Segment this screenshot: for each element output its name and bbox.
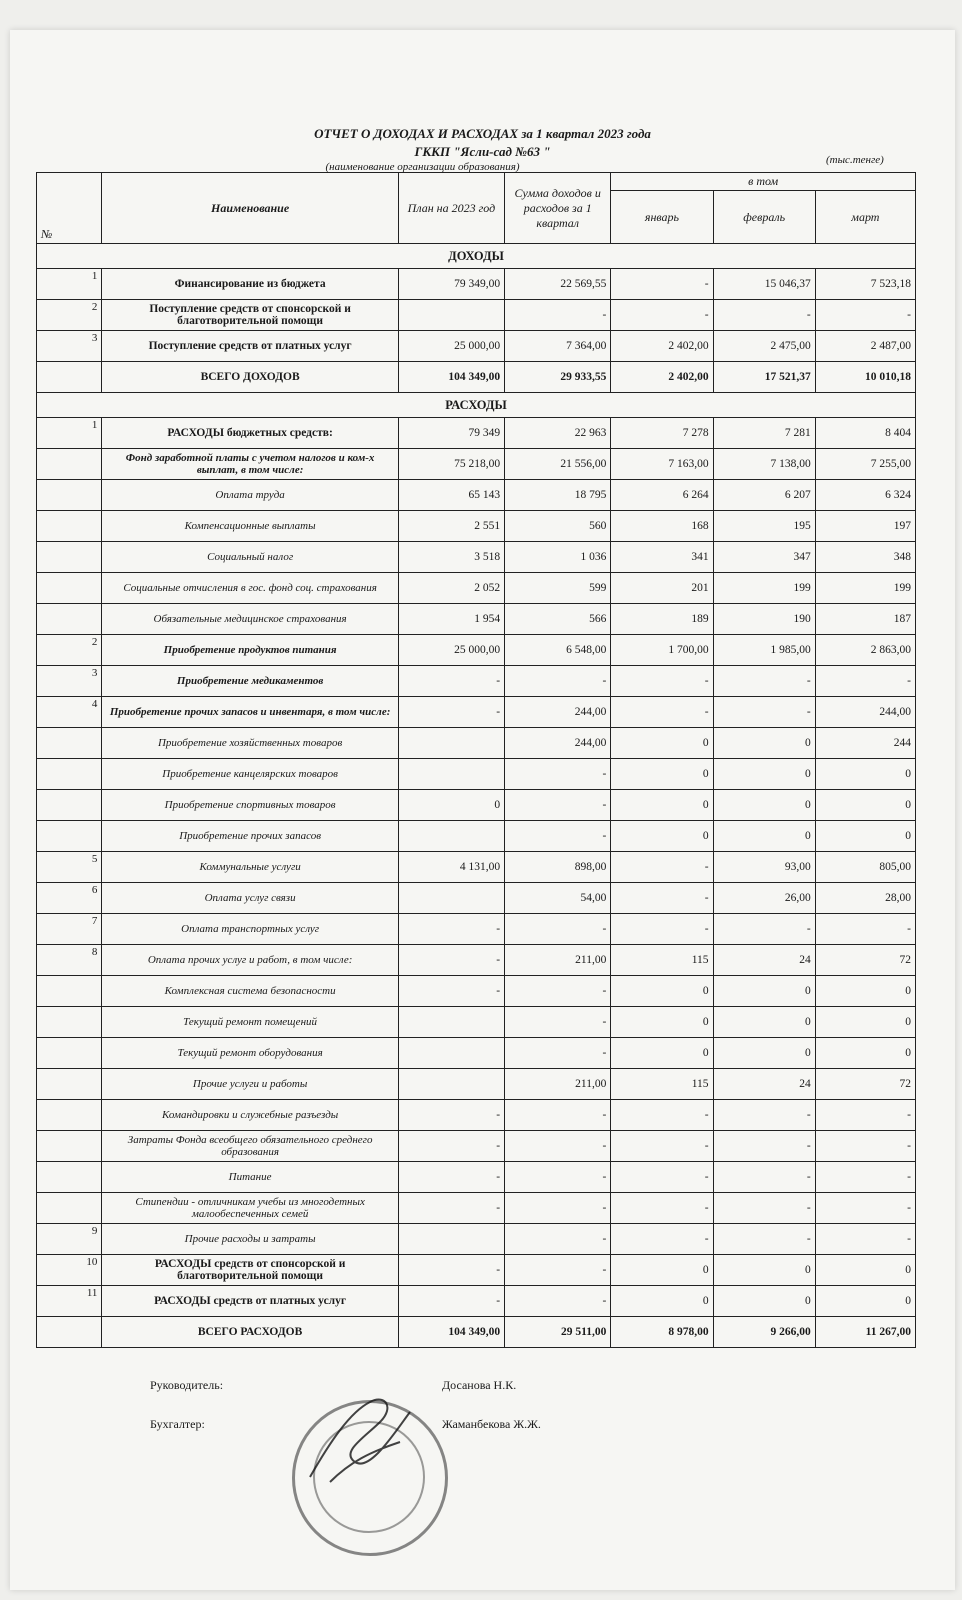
cell-sum: 560 bbox=[505, 511, 611, 542]
cell-plan: - bbox=[398, 1162, 504, 1193]
row-number bbox=[37, 759, 102, 790]
expense-row bbox=[37, 883, 916, 914]
cell-plan: - bbox=[398, 1193, 504, 1224]
cell-plan bbox=[398, 759, 504, 790]
row-number bbox=[37, 480, 102, 511]
row-name: Прочие расходы и затраты bbox=[102, 1224, 398, 1255]
row-number bbox=[37, 1038, 102, 1069]
row-number bbox=[37, 542, 102, 573]
cell-plan: 3 518 bbox=[398, 542, 504, 573]
cell-plan: 0 bbox=[398, 790, 504, 821]
cell-feb: 7 281 bbox=[713, 418, 815, 449]
row-name: Поступление средств от платных услуг bbox=[102, 331, 398, 362]
cell-plan bbox=[398, 1007, 504, 1038]
income-row bbox=[37, 269, 916, 300]
cell-sum: - bbox=[505, 1162, 611, 1193]
row-name: Приобретение медикаментов bbox=[102, 666, 398, 697]
row-number: 9 bbox=[37, 1224, 102, 1255]
row-name: Обязательные медицинское страхования bbox=[102, 604, 398, 635]
cell-sum: - bbox=[505, 1255, 611, 1286]
row-name: Оплата труда bbox=[102, 480, 398, 511]
cell-plan: 75 218,00 bbox=[398, 449, 504, 480]
report-table bbox=[36, 172, 916, 1348]
cell-mar: 187 bbox=[815, 604, 915, 635]
cell-jan: - bbox=[611, 852, 713, 883]
row-name: Комплексная система безопасности bbox=[102, 976, 398, 1007]
row-number: 2 bbox=[37, 635, 102, 666]
cell-plan: 25 000,00 bbox=[398, 635, 504, 666]
cell-sum: 599 bbox=[505, 573, 611, 604]
accountant-name: Жаманбекова Ж.Ж. bbox=[442, 1417, 541, 1431]
row-name: РАСХОДЫ средств от спонсорской и благотворительной помощи bbox=[102, 1255, 398, 1286]
col-sum: Сумма доходов и расходов за 1 квартал bbox=[505, 173, 611, 244]
total-sum: 29 933,55 bbox=[505, 362, 611, 393]
cell-mar: 199 bbox=[815, 573, 915, 604]
col-mar: март bbox=[815, 191, 915, 244]
cell-sum: - bbox=[505, 1038, 611, 1069]
row-name: Поступление средств от спонсорской и благотворительной помощи bbox=[102, 300, 398, 331]
cell-mar: 805,00 bbox=[815, 852, 915, 883]
row-name: РАСХОДЫ средств от платных услуг bbox=[102, 1286, 398, 1317]
row-number bbox=[37, 1193, 102, 1224]
cell-feb: 1 985,00 bbox=[713, 635, 815, 666]
total-label: ВСЕГО РАСХОДОВ bbox=[102, 1317, 398, 1348]
expense-row bbox=[37, 480, 916, 511]
cell-mar: 197 bbox=[815, 511, 915, 542]
income-row bbox=[37, 300, 916, 331]
cell-jan: - bbox=[611, 300, 713, 331]
cell-jan: 115 bbox=[611, 945, 713, 976]
row-number bbox=[37, 976, 102, 1007]
row-number: 1 bbox=[37, 418, 102, 449]
expense-row bbox=[37, 945, 916, 976]
cell-jan: 1 700,00 bbox=[611, 635, 713, 666]
expense-row bbox=[37, 1007, 916, 1038]
cell-mar: - bbox=[815, 1131, 915, 1162]
cell-sum: - bbox=[505, 790, 611, 821]
cell-sum: - bbox=[505, 1100, 611, 1131]
expense-row bbox=[37, 697, 916, 728]
cell-feb: - bbox=[713, 697, 815, 728]
row-number bbox=[37, 1162, 102, 1193]
row-number bbox=[37, 604, 102, 635]
cell-feb: 0 bbox=[713, 1286, 815, 1317]
cell-feb: 199 bbox=[713, 573, 815, 604]
cell-feb: 93,00 bbox=[713, 852, 815, 883]
cell-feb: 0 bbox=[713, 1007, 815, 1038]
expense-row bbox=[37, 418, 916, 449]
row-name: Стипендии - отличникам учебы из многодетных малообеспеченных семей bbox=[102, 1193, 398, 1224]
row-number bbox=[37, 728, 102, 759]
cell-jan: 7 278 bbox=[611, 418, 713, 449]
expense-row bbox=[37, 1100, 916, 1131]
cell-mar: - bbox=[815, 666, 915, 697]
cell-plan bbox=[398, 883, 504, 914]
cell-feb: - bbox=[713, 1131, 815, 1162]
cell-feb: 0 bbox=[713, 976, 815, 1007]
expense-row bbox=[37, 1193, 916, 1224]
expense-row bbox=[37, 1038, 916, 1069]
expense-row bbox=[37, 666, 916, 697]
cell-mar: 0 bbox=[815, 790, 915, 821]
cell-feb: 15 046,37 bbox=[713, 269, 815, 300]
cell-mar: 0 bbox=[815, 1007, 915, 1038]
row-number: 11 bbox=[37, 1286, 102, 1317]
cell-plan bbox=[398, 1224, 504, 1255]
cell-jan: - bbox=[611, 666, 713, 697]
row-name: Текущий ремонт оборудования bbox=[102, 1038, 398, 1069]
cell-jan: 115 bbox=[611, 1069, 713, 1100]
cell-sum: 211,00 bbox=[505, 1069, 611, 1100]
cell-sum: - bbox=[505, 666, 611, 697]
report-title: ОТЧЕТ О ДОХОДАХ И РАСХОДАХ за 1 квартал 2023 года bbox=[314, 126, 651, 141]
cell-mar: 2 863,00 bbox=[815, 635, 915, 666]
total-mar: 11 267,00 bbox=[815, 1317, 915, 1348]
col-num: № bbox=[37, 173, 102, 244]
total-plan: 104 349,00 bbox=[398, 1317, 504, 1348]
total-plan: 104 349,00 bbox=[398, 362, 504, 393]
cell-feb: - bbox=[713, 914, 815, 945]
cell-mar: - bbox=[815, 1193, 915, 1224]
cell-feb: 190 bbox=[713, 604, 815, 635]
expense-row bbox=[37, 728, 916, 759]
cell-feb: - bbox=[713, 1100, 815, 1131]
row-name: Приобретение канцелярских товаров bbox=[102, 759, 398, 790]
cell-mar: 7 255,00 bbox=[815, 449, 915, 480]
cell-feb: 347 bbox=[713, 542, 815, 573]
row-number bbox=[37, 790, 102, 821]
col-jan: январь bbox=[611, 191, 713, 244]
row-name: Прочие услуги и работы bbox=[102, 1069, 398, 1100]
cell-jan: 2 402,00 bbox=[611, 331, 713, 362]
expense-row bbox=[37, 1255, 916, 1286]
row-name: Питание bbox=[102, 1162, 398, 1193]
cell-sum: 22 569,55 bbox=[505, 269, 611, 300]
cell-jan: 0 bbox=[611, 976, 713, 1007]
row-number: 7 bbox=[37, 914, 102, 945]
cell-sum: - bbox=[505, 300, 611, 331]
cell-feb: 0 bbox=[713, 821, 815, 852]
expense-row bbox=[37, 914, 916, 945]
row-number bbox=[37, 362, 102, 393]
row-name: Финансирование из бюджета bbox=[102, 269, 398, 300]
total-label: ВСЕГО ДОХОДОВ bbox=[102, 362, 398, 393]
cell-feb: 24 bbox=[713, 945, 815, 976]
cell-jan: - bbox=[611, 1162, 713, 1193]
cell-jan: 0 bbox=[611, 821, 713, 852]
head-name: Досанова Н.К. bbox=[442, 1378, 517, 1392]
cell-mar: 348 bbox=[815, 542, 915, 573]
cell-sum: - bbox=[505, 976, 611, 1007]
cell-plan: 79 349,00 bbox=[398, 269, 504, 300]
cell-feb: - bbox=[713, 1162, 815, 1193]
cell-plan: 79 349 bbox=[398, 418, 504, 449]
cell-plan: 2 551 bbox=[398, 511, 504, 542]
cell-plan bbox=[398, 728, 504, 759]
total-mar: 10 010,18 bbox=[815, 362, 915, 393]
row-name: Оплата прочих услуг и работ, в том числе: bbox=[102, 945, 398, 976]
row-number: 8 bbox=[37, 945, 102, 976]
cell-plan: 65 143 bbox=[398, 480, 504, 511]
cell-jan: 0 bbox=[611, 790, 713, 821]
row-number bbox=[37, 1131, 102, 1162]
cell-mar: - bbox=[815, 1162, 915, 1193]
income-total-row bbox=[37, 362, 916, 393]
cell-mar: 0 bbox=[815, 1255, 915, 1286]
cell-plan: - bbox=[398, 945, 504, 976]
row-number bbox=[37, 511, 102, 542]
cell-sum: - bbox=[505, 1193, 611, 1224]
cell-feb: - bbox=[713, 666, 815, 697]
cell-feb: 2 475,00 bbox=[713, 331, 815, 362]
cell-mar: 244 bbox=[815, 728, 915, 759]
cell-mar: - bbox=[815, 1100, 915, 1131]
row-number bbox=[37, 1317, 102, 1348]
total-feb: 9 266,00 bbox=[713, 1317, 815, 1348]
expense-total-row bbox=[37, 1317, 916, 1348]
cell-mar: 0 bbox=[815, 1286, 915, 1317]
cell-plan: - bbox=[398, 1100, 504, 1131]
units-label: (тыс.тенге) bbox=[826, 154, 884, 166]
header-row-1 bbox=[37, 173, 916, 191]
cell-feb: 0 bbox=[713, 759, 815, 790]
cell-feb: 0 bbox=[713, 1255, 815, 1286]
cell-sum: 6 548,00 bbox=[505, 635, 611, 666]
cell-sum: 22 963 bbox=[505, 418, 611, 449]
row-number: 3 bbox=[37, 666, 102, 697]
expense-row bbox=[37, 1286, 916, 1317]
row-name: Приобретение спортивных товаров bbox=[102, 790, 398, 821]
row-name: Приобретение хозяйственных товаров bbox=[102, 728, 398, 759]
cell-feb: 0 bbox=[713, 728, 815, 759]
cell-jan: 168 bbox=[611, 511, 713, 542]
row-name: Компенсационные выплаты bbox=[102, 511, 398, 542]
row-number: 4 bbox=[37, 697, 102, 728]
cell-plan: - bbox=[398, 976, 504, 1007]
row-number: 3 bbox=[37, 331, 102, 362]
cell-mar: 0 bbox=[815, 821, 915, 852]
cell-sum: - bbox=[505, 1224, 611, 1255]
row-name: Фонд заработной платы с учетом налогов и ком-х выплат, в том числе: bbox=[102, 449, 398, 480]
cell-sum: 244,00 bbox=[505, 728, 611, 759]
cell-plan: - bbox=[398, 1286, 504, 1317]
cell-mar: 0 bbox=[815, 976, 915, 1007]
expense-row bbox=[37, 1131, 916, 1162]
expense-row bbox=[37, 1162, 916, 1193]
row-name: Оплата услуг связи bbox=[102, 883, 398, 914]
row-number bbox=[37, 821, 102, 852]
row-number bbox=[37, 573, 102, 604]
cell-plan: - bbox=[398, 1131, 504, 1162]
cell-sum: - bbox=[505, 1007, 611, 1038]
cell-sum: - bbox=[505, 1286, 611, 1317]
row-number: 10 bbox=[37, 1255, 102, 1286]
col-feb: февраль bbox=[713, 191, 815, 244]
cell-sum: - bbox=[505, 914, 611, 945]
cell-jan: 201 bbox=[611, 573, 713, 604]
row-number: 5 bbox=[37, 852, 102, 883]
cell-jan: - bbox=[611, 883, 713, 914]
col-name: Наименование bbox=[102, 173, 398, 244]
cell-feb: 0 bbox=[713, 790, 815, 821]
row-name: Социальные отчисления в гос. фонд соц. страхования bbox=[102, 573, 398, 604]
row-number bbox=[37, 1007, 102, 1038]
expense-row bbox=[37, 790, 916, 821]
col-plan: План на 2023 год bbox=[398, 173, 504, 244]
cell-sum: - bbox=[505, 1131, 611, 1162]
cell-jan: 0 bbox=[611, 759, 713, 790]
total-jan: 8 978,00 bbox=[611, 1317, 713, 1348]
expense-row bbox=[37, 759, 916, 790]
row-number bbox=[37, 449, 102, 480]
cell-jan: - bbox=[611, 1224, 713, 1255]
expense-row bbox=[37, 1224, 916, 1255]
organization-name: ГККП "Ясли-сад №63 " bbox=[414, 144, 551, 159]
cell-sum: 18 795 bbox=[505, 480, 611, 511]
total-jan: 2 402,00 bbox=[611, 362, 713, 393]
row-number bbox=[37, 1100, 102, 1131]
cell-jan: - bbox=[611, 1100, 713, 1131]
cell-sum: 7 364,00 bbox=[505, 331, 611, 362]
cell-sum: 898,00 bbox=[505, 852, 611, 883]
report-sheet bbox=[10, 30, 955, 1590]
cell-feb: 195 bbox=[713, 511, 815, 542]
cell-sum: 244,00 bbox=[505, 697, 611, 728]
expense-row bbox=[37, 573, 916, 604]
cell-feb: 26,00 bbox=[713, 883, 815, 914]
row-name: Командировки и служебные разъезды bbox=[102, 1100, 398, 1131]
cell-jan: - bbox=[611, 1193, 713, 1224]
cell-mar: - bbox=[815, 300, 915, 331]
cell-mar: - bbox=[815, 914, 915, 945]
expense-row bbox=[37, 511, 916, 542]
cell-feb: 7 138,00 bbox=[713, 449, 815, 480]
cell-plan: 25 000,00 bbox=[398, 331, 504, 362]
income-row bbox=[37, 331, 916, 362]
cell-jan: 0 bbox=[611, 1286, 713, 1317]
cell-mar: 7 523,18 bbox=[815, 269, 915, 300]
cell-mar: 0 bbox=[815, 759, 915, 790]
cell-jan: 0 bbox=[611, 1007, 713, 1038]
cell-mar: 0 bbox=[815, 1038, 915, 1069]
cell-sum: - bbox=[505, 759, 611, 790]
row-name: РАСХОДЫ бюджетных средств: bbox=[102, 418, 398, 449]
cell-plan: - bbox=[398, 697, 504, 728]
row-name: Затраты Фонда всеобщего обязательного среднего образования bbox=[102, 1131, 398, 1162]
expense-row bbox=[37, 852, 916, 883]
accountant-label: Бухгалтер: bbox=[150, 1417, 205, 1431]
cell-jan: 7 163,00 bbox=[611, 449, 713, 480]
cell-mar: 2 487,00 bbox=[815, 331, 915, 362]
cell-mar: 72 bbox=[815, 1069, 915, 1100]
row-number: 6 bbox=[37, 883, 102, 914]
row-number: 1 bbox=[37, 269, 102, 300]
cell-plan: 4 131,00 bbox=[398, 852, 504, 883]
cell-jan: - bbox=[611, 269, 713, 300]
col-in-that: в том bbox=[611, 173, 916, 191]
cell-mar: 72 bbox=[815, 945, 915, 976]
row-name: Коммунальные услуги bbox=[102, 852, 398, 883]
row-name: Текущий ремонт помещений bbox=[102, 1007, 398, 1038]
cell-sum: 211,00 bbox=[505, 945, 611, 976]
expense-section-title: РАСХОДЫ bbox=[37, 393, 916, 418]
signature-mark bbox=[300, 1382, 430, 1492]
cell-feb: - bbox=[713, 1224, 815, 1255]
cell-jan: 0 bbox=[611, 1255, 713, 1286]
cell-jan: 0 bbox=[611, 1038, 713, 1069]
cell-sum: 21 556,00 bbox=[505, 449, 611, 480]
cell-sum: 1 036 bbox=[505, 542, 611, 573]
cell-plan: - bbox=[398, 1255, 504, 1286]
cell-plan: - bbox=[398, 666, 504, 697]
cell-jan: 341 bbox=[611, 542, 713, 573]
cell-jan: 6 264 bbox=[611, 480, 713, 511]
cell-jan: 189 bbox=[611, 604, 713, 635]
expense-row bbox=[37, 604, 916, 635]
row-number bbox=[37, 1069, 102, 1100]
row-name: Приобретение прочих запасов и инвентаря, в том числе: bbox=[102, 697, 398, 728]
expense-row bbox=[37, 821, 916, 852]
row-name: Приобретение прочих запасов bbox=[102, 821, 398, 852]
row-name: Социальный налог bbox=[102, 542, 398, 573]
cell-mar: 244,00 bbox=[815, 697, 915, 728]
total-feb: 17 521,37 bbox=[713, 362, 815, 393]
expense-row bbox=[37, 542, 916, 573]
cell-plan bbox=[398, 1069, 504, 1100]
row-name: Приобретение продуктов питания bbox=[102, 635, 398, 666]
cell-jan: - bbox=[611, 1131, 713, 1162]
row-number: 2 bbox=[37, 300, 102, 331]
cell-jan: - bbox=[611, 697, 713, 728]
expense-row bbox=[37, 976, 916, 1007]
cell-feb: - bbox=[713, 300, 815, 331]
cell-plan: 1 954 bbox=[398, 604, 504, 635]
organization-caption: (наименование организации образования) bbox=[325, 161, 520, 173]
cell-mar: 28,00 bbox=[815, 883, 915, 914]
cell-jan: 0 bbox=[611, 728, 713, 759]
row-name: Оплата транспортных услуг bbox=[102, 914, 398, 945]
cell-sum: - bbox=[505, 821, 611, 852]
cell-feb: 0 bbox=[713, 1038, 815, 1069]
cell-feb: - bbox=[713, 1193, 815, 1224]
expense-row bbox=[37, 1069, 916, 1100]
expense-row bbox=[37, 449, 916, 480]
cell-plan bbox=[398, 1038, 504, 1069]
expense-row bbox=[37, 635, 916, 666]
cell-mar: 6 324 bbox=[815, 480, 915, 511]
cell-plan bbox=[398, 300, 504, 331]
cell-mar: 8 404 bbox=[815, 418, 915, 449]
income-section-title: ДОХОДЫ bbox=[37, 244, 916, 269]
cell-sum: 566 bbox=[505, 604, 611, 635]
head-label: Руководитель: bbox=[150, 1378, 224, 1392]
cell-mar: - bbox=[815, 1224, 915, 1255]
cell-sum: 54,00 bbox=[505, 883, 611, 914]
cell-jan: - bbox=[611, 914, 713, 945]
cell-feb: 24 bbox=[713, 1069, 815, 1100]
cell-plan bbox=[398, 821, 504, 852]
total-sum: 29 511,00 bbox=[505, 1317, 611, 1348]
cell-plan: 2 052 bbox=[398, 573, 504, 604]
cell-feb: 6 207 bbox=[713, 480, 815, 511]
cell-plan: - bbox=[398, 914, 504, 945]
